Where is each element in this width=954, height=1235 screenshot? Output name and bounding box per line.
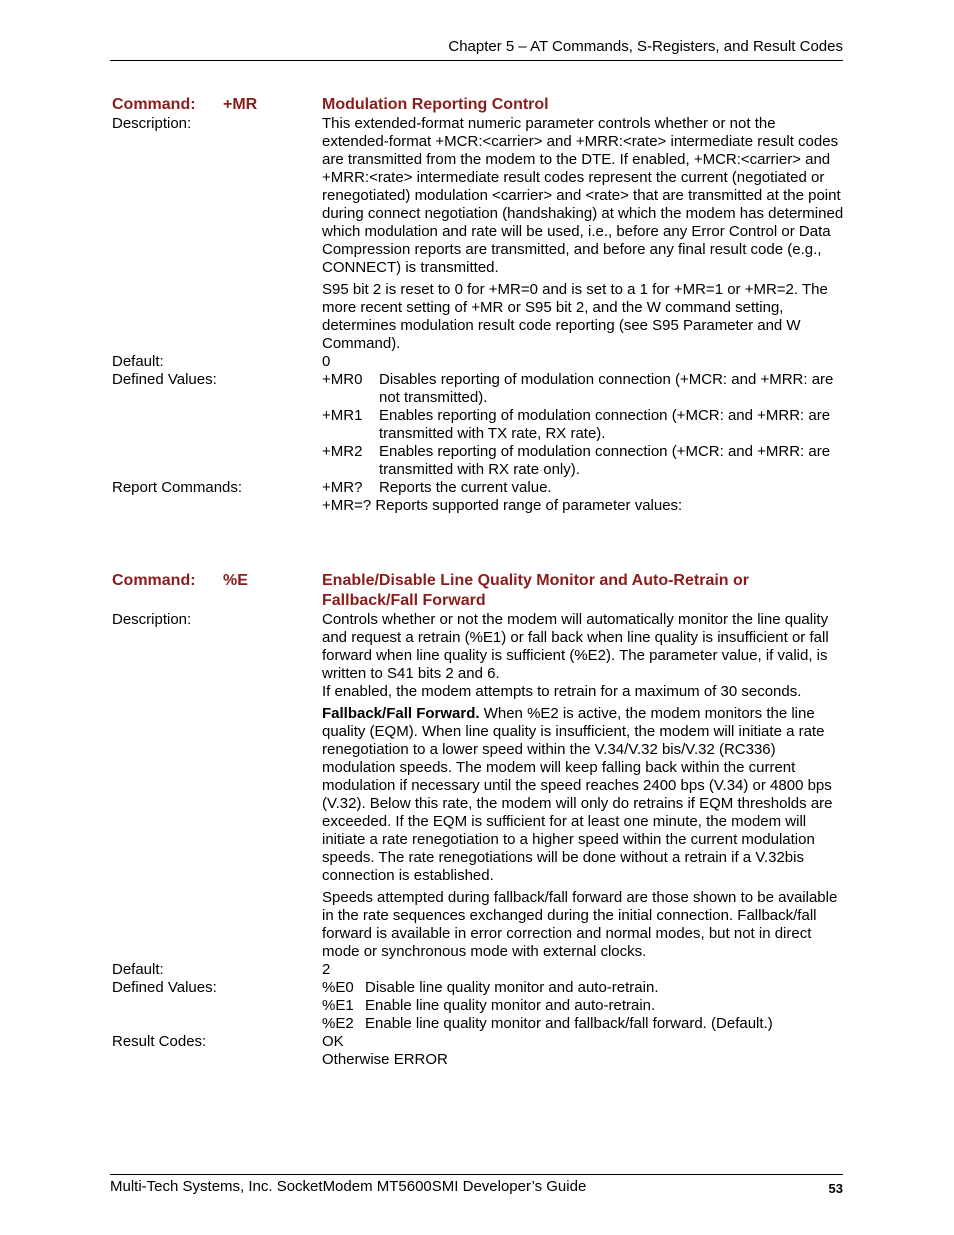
command-code: +MR bbox=[223, 96, 258, 113]
command-code: %E bbox=[223, 572, 248, 589]
defined-values-row bbox=[112, 979, 844, 1033]
description-paragraph: S95 bit 2 is reset to 0 for +MR=0 and is set to a 1 for +MR=1 or +MR=2. The more recent setting of +MR or S95 bit 2, and the W command setting, determines modulation result code reporting (see S95 Parameter and W Command). bbox=[322, 281, 828, 352]
value-text: Enable line quality monitor and auto-retrain. bbox=[365, 997, 656, 1014]
value-code: %E1 bbox=[322, 997, 354, 1014]
defined-value-item bbox=[322, 371, 844, 407]
default-value: 2 bbox=[322, 961, 331, 978]
value-code: +MR0 bbox=[322, 371, 363, 388]
footer-title: Multi-Tech Systems, Inc. SocketModem MT5600SMI Developer’s Guide bbox=[110, 1178, 587, 1195]
report-command-item bbox=[322, 479, 844, 497]
page-header bbox=[110, 38, 843, 61]
command-label: Command: bbox=[112, 96, 196, 113]
description-row bbox=[112, 611, 844, 961]
value-text: Enables reporting of modulation connection (+MCR: and +MRR: are transmitted with TX rate, RX rate). bbox=[379, 407, 831, 442]
report-code: +MR=? bbox=[322, 497, 372, 514]
defined-value-item bbox=[322, 407, 844, 443]
defined-values-row bbox=[112, 371, 844, 479]
defined-value-item bbox=[322, 1015, 844, 1033]
value-code: +MR1 bbox=[322, 407, 363, 424]
description-row bbox=[112, 115, 844, 353]
command-e-section bbox=[112, 571, 844, 1069]
report-code: +MR? bbox=[322, 479, 363, 496]
command-label: Command: bbox=[112, 572, 196, 589]
result-codes-label: Result Codes: bbox=[112, 1033, 207, 1050]
description-paragraph: Controls whether or not the modem will automatically monitor the line quality and request a retrain (%E1) or fall back when line quality is insufficient or fall forward when line quality is sufficient (%E2). The parameter value, if valid, is written to S41 bits 2 and 6. bbox=[322, 611, 829, 682]
value-code: %E2 bbox=[322, 1015, 354, 1032]
description-label: Description: bbox=[112, 611, 192, 628]
report-commands-label: Report Commands: bbox=[112, 479, 243, 496]
report-text: Reports supported range of parameter values: bbox=[375, 497, 683, 514]
defined-values-label: Defined Values: bbox=[112, 371, 217, 388]
defined-value-item bbox=[322, 443, 844, 479]
command-title: Enable/Disable Line Quality Monitor and Auto-Retrain or Fallback/Fall Forward bbox=[322, 572, 749, 609]
page-footer bbox=[110, 1174, 843, 1198]
value-text: Disables reporting of modulation connection (+MCR: and +MRR: are not transmitted). bbox=[379, 371, 834, 406]
default-label: Default: bbox=[112, 353, 164, 370]
description-paragraph: If enabled, the modem attempts to retrain for a maximum of 30 seconds. bbox=[322, 683, 802, 700]
result-code: Otherwise ERROR bbox=[322, 1051, 448, 1068]
command-mr-section bbox=[112, 95, 844, 515]
default-row bbox=[112, 353, 844, 371]
command-e-heading bbox=[112, 571, 844, 611]
command-title: Modulation Reporting Control bbox=[322, 96, 549, 113]
defined-values-label: Defined Values: bbox=[112, 979, 217, 996]
defined-value-item bbox=[322, 997, 844, 1015]
description-label: Description: bbox=[112, 115, 192, 132]
value-code: +MR2 bbox=[322, 443, 363, 460]
description-paragraph: Speeds attempted during fallback/fall forward are those shown to be available in the rate sequences exchanged during the initial connection. Fallback/fall forward is available in error correction and normal modes, but not in direct mode or synchronous mode with external clocks. bbox=[322, 889, 838, 960]
default-row bbox=[112, 961, 844, 979]
page-number: 53 bbox=[828, 1181, 843, 1196]
report-command-item bbox=[322, 497, 844, 515]
command-mr-heading bbox=[112, 95, 844, 115]
defined-value-item bbox=[322, 979, 844, 997]
chapter-title: Chapter 5 – AT Commands, S-Registers, and Result Codes bbox=[448, 38, 843, 55]
default-label: Default: bbox=[112, 961, 164, 978]
value-text: Enables reporting of modulation connection (+MCR: and +MRR: are transmitted with RX rate only). bbox=[379, 443, 831, 478]
description-paragraph: This extended-format numeric parameter controls whether or not the extended-format +MCR:<carrier> and +MRR:<rate> intermediate result codes are transmitted from the modem to the DTE. If enabled, +MCR:<carrier> and +MRR:<rate> intermediate result codes represent the current (negotiated or renegotiated) modulation <carrier> and <rate> that are transmitted at the point during connect negotiation (handshaking) at which the modem has determined which modulation and rate will be used, i.e., before any Error Control or Data Compression reports are transmitted, and before any final result code (e.g., CONNECT) is transmitted. bbox=[322, 115, 844, 276]
result-code: OK bbox=[322, 1033, 344, 1050]
report-commands-row bbox=[112, 479, 844, 515]
fallback-heading: Fallback/Fall Forward. bbox=[322, 705, 480, 722]
fallback-paragraph bbox=[322, 705, 844, 885]
default-value: 0 bbox=[322, 353, 331, 370]
report-text: Reports the current value. bbox=[379, 479, 552, 496]
fallback-text: When %E2 is active, the modem monitors the line quality (EQM). When line quality is insufficient, the modem will initiate a rate renegotiation to a lower speed within the V.34/V.32 bis/V.32 (RC336) modulation speeds. The modem will keep falling back within the current modulation if necessary until the speed reaches 2400 bps (V.34) or 4800 bps (V.32). Below this rate, the modem will only do retrains if EQM thresholds are exceeded. If the EQM is sufficient for at least one minute, the modem will initiate a rate renegotiation to a higher speed within the current modulation speeds. The rate renegotiations will be done without a retrain if a V.32bis connection is established. bbox=[322, 705, 833, 884]
value-text: Enable line quality monitor and fallback/fall forward. (Default.) bbox=[365, 1015, 773, 1032]
value-code: %E0 bbox=[322, 979, 354, 996]
value-text: Disable line quality monitor and auto-retrain. bbox=[365, 979, 659, 996]
result-codes-row bbox=[112, 1033, 844, 1069]
